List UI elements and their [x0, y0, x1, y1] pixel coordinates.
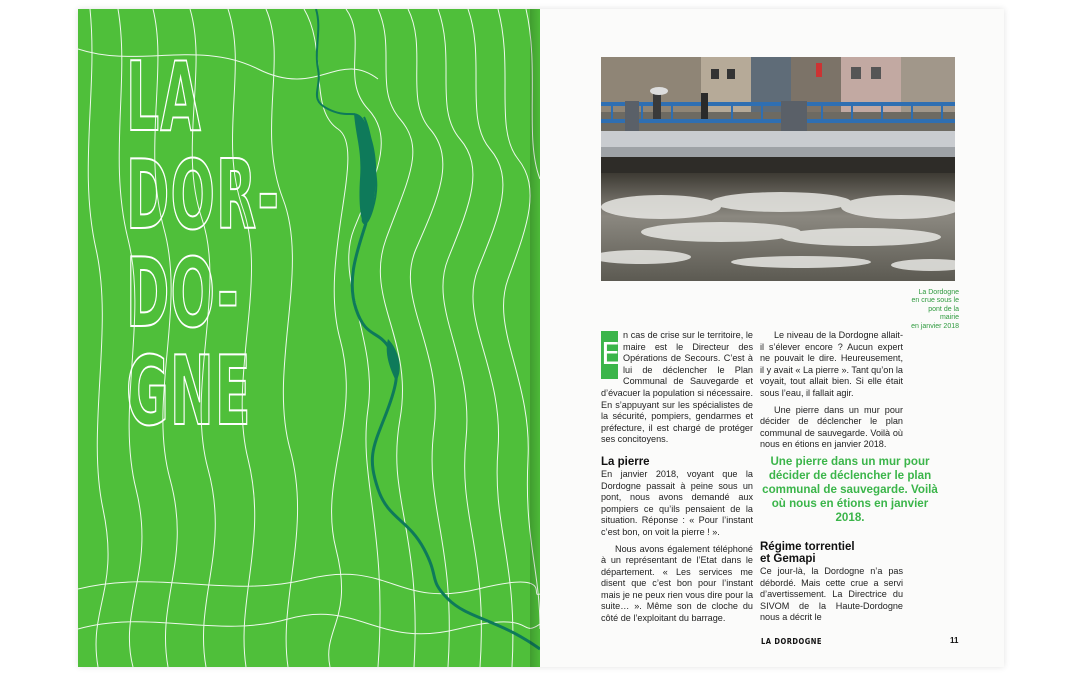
- title-line-3: DO-: [126, 239, 240, 349]
- caption-line: en crue sous le: [911, 297, 959, 305]
- caption-line: en janvier 2018: [911, 322, 959, 330]
- flood-photo: [601, 57, 955, 281]
- paragraph: Une pierre dans un mur pour décider de déclencher le plan communal de sauvegarde. Voilà où nous en étions en janvier 2018.: [760, 404, 903, 450]
- text-column-1: [601, 330, 753, 625]
- paragraph: Le niveau de la Dordogne allait-il s’élever encore ? Aucun expert ne pouvait le dire. Heureusement, il y avait « La pierre ». Tant qu’on la voyait, tout allait bien. Si elle était sous l’eau, il fallait agir.: [760, 330, 903, 398]
- title-line-1: LA: [126, 43, 202, 153]
- pull-quote: Une pierre dans un mur pour décider de déclencher le plan communal de sauvegarde. Voilà où nous en étions en janvier 2018.: [762, 455, 938, 524]
- intro-paragraph: [601, 330, 753, 446]
- subhead-line: et Gemapi: [760, 553, 816, 565]
- dropcap: E: [601, 331, 618, 379]
- title-line-2: DOR-: [126, 141, 281, 251]
- left-page: [78, 9, 540, 667]
- intro-text: n cas de crise sur le territoire, le maire est le Directeur des Opérations de Secours. C’est à lui de déclencher le Plan Communal de Sauvegarde et d’évacuer la population si nécessaire. En s’appuyant sur les spécialistes de la sécurité, pompiers, gendarmes et préfecture, il est chargé de protéger ses concitoyens.: [601, 330, 753, 445]
- text-column-2-continued: [760, 541, 903, 624]
- text-column-2: [760, 330, 903, 451]
- caption-line: La Dordogne: [918, 289, 959, 296]
- paragraph: Ce jour-là, la Dordogne n’a pas débordé. Mais cette crue a servi d’avertissement. La Directrice du SIVOM de la Haute-Dordogne nous a décrit le: [760, 566, 903, 623]
- title-line-4: GNE: [126, 337, 252, 447]
- subhead-regime-torrentiel: [760, 541, 903, 565]
- paragraph: En janvier 2018, voyant que la Dordogne passait à peine sous un pont, nous avons demandé aux pompiers ce qu’ils pensaient de la situation. Réponse : « Pour l’instant c’est bon, on voit la pierre ! ».: [601, 468, 753, 537]
- paragraph: Nous avons également téléphoné à un représentant de l’Etat dans le département. « Les services me disent que c’est bon pour l’instant mais je ne peux rien vous dire pour la suite… ». Même son de cloche du côté de l’exploitant du barrage.: [601, 543, 753, 624]
- caption-line: pont de la mairie: [928, 305, 959, 322]
- bridge-flood-image: [601, 57, 955, 281]
- running-footer-title: LA DORDOGNE: [761, 637, 823, 646]
- photo-caption: [909, 289, 959, 331]
- right-page: [540, 9, 1004, 667]
- page-number: 11: [950, 636, 959, 645]
- subhead-line: Régime torrentiel: [760, 541, 855, 553]
- subhead-la-pierre: La pierre: [601, 455, 650, 468]
